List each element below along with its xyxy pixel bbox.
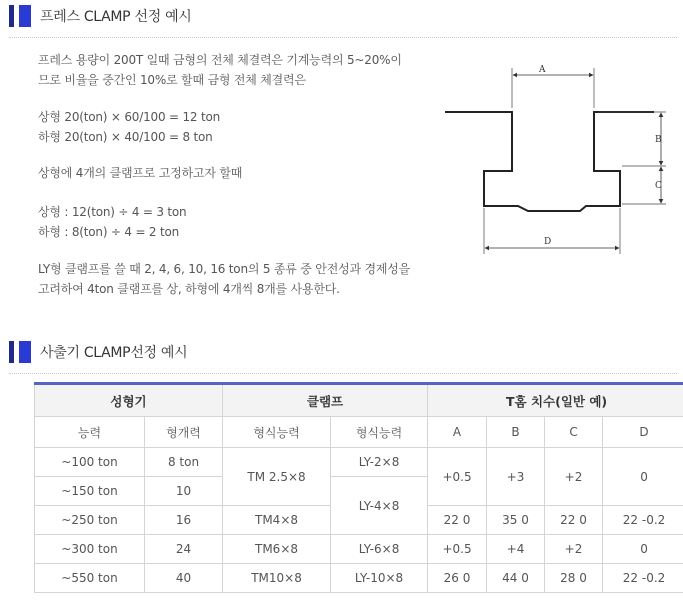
- column-header-ly-type: 형식능력: [331, 417, 428, 448]
- cell-ly-type: LY-2×8: [331, 448, 428, 477]
- cell-capacity: ~250 ton: [35, 506, 145, 535]
- text-line: 프레스 용량이 200T 일때 금형의 전체 체결력은 기계능력의 5~20%이: [38, 53, 402, 67]
- cell-d-dimension: 22 -0.2: [603, 564, 683, 593]
- column-header-c: C: [545, 417, 603, 448]
- cell-tm-type: TM10×8: [223, 564, 331, 593]
- cell-a-tolerance: +0.5: [428, 535, 487, 564]
- section-header-press: [9, 5, 192, 27]
- cell-b-dimension: 35 0: [487, 506, 545, 535]
- group-header-clamp: 클램프: [223, 384, 428, 417]
- cell-force: 40: [145, 564, 223, 593]
- dimension-c-label: C: [655, 181, 662, 191]
- group-header-machine: 성형기: [35, 384, 223, 417]
- paragraph-upper-lower: [38, 108, 220, 147]
- text-line: 하형 : 8(ton) ÷ 4 = 2 ton: [38, 224, 180, 239]
- cell-force: 8 ton: [145, 448, 223, 477]
- text-line: 하형 20(ton) × 40/100 = 8 ton: [38, 129, 213, 144]
- text-line: 고려하여 4ton 클램프를 상, 하형에 4개씩 8개를 사용한다.: [38, 281, 340, 296]
- dimension-a-label: A: [539, 65, 546, 75]
- section-title-injection: 사출기 CLAMP선정 예시: [40, 345, 188, 361]
- cell-tm-type: TM6×8: [223, 535, 331, 564]
- paragraph-clamp-count: [38, 164, 242, 184]
- cell-b-tolerance: +3: [487, 448, 545, 506]
- group-header-tslot: T홈 치수(일반 예): [428, 384, 683, 417]
- cell-force: 10: [145, 477, 223, 506]
- cell-ly-type: LY-10×8: [331, 564, 428, 593]
- cell-tm-type: TM4×8: [223, 506, 331, 535]
- paragraph-conclusion: [38, 260, 410, 299]
- section-divider: [9, 373, 677, 374]
- cell-a-dimension: 22 0: [428, 506, 487, 535]
- cell-capacity: ~100 ton: [35, 448, 145, 477]
- cell-c-tolerance: +2: [545, 535, 603, 564]
- cell-a-dimension: 26 0: [428, 564, 487, 593]
- cell-ly-type: LY-4×8: [331, 477, 428, 535]
- column-header-tm-type: 형식능력: [223, 417, 331, 448]
- cell-b-dimension: 44 0: [487, 564, 545, 593]
- text-line: LY형 클램프를 쓸 때 2, 4, 6, 10, 16 ton의 5 종류 중 안전성과 경제성을: [38, 262, 411, 276]
- section-title-press: 프레스 CLAMP 선정 예시: [40, 9, 192, 25]
- paragraph-per-clamp: [38, 203, 186, 242]
- dimension-b-label: B: [655, 135, 662, 145]
- section-header-injection: [9, 341, 187, 363]
- cell-c-tolerance: +2: [545, 448, 603, 506]
- column-header-capacity: 능력: [35, 417, 145, 448]
- clamp-selection-table: [34, 382, 683, 593]
- cell-force: 16: [145, 506, 223, 535]
- column-header-a: A: [428, 417, 487, 448]
- column-header-b: B: [487, 417, 545, 448]
- cell-force: 24: [145, 535, 223, 564]
- tslot-diagram: [444, 58, 674, 258]
- column-header-force: 형개력: [145, 417, 223, 448]
- cell-capacity: ~550 ton: [35, 564, 145, 593]
- cell-c-dimension: 22 0: [545, 506, 603, 535]
- cell-ly-type: LY-6×8: [331, 535, 428, 564]
- text-line: 상형에 4개의 클램프로 고정하고자 할때: [38, 166, 243, 180]
- tslot-outline: [445, 112, 654, 211]
- cell-capacity: ~150 ton: [35, 477, 145, 506]
- cell-b-tolerance: +4: [487, 535, 545, 564]
- cell-a-tolerance: +0.5: [428, 448, 487, 506]
- cell-d-tolerance: 0: [603, 535, 683, 564]
- cell-d-dimension: 22 -0.2: [603, 506, 683, 535]
- cell-tm-type: TM 2.5×8: [223, 448, 331, 506]
- cell-d-tolerance: 0: [603, 448, 683, 506]
- paragraph-intro: [38, 51, 402, 90]
- section-marker-icon: [9, 341, 31, 363]
- section-divider: [9, 37, 677, 38]
- section-marker-icon: [9, 5, 31, 27]
- text-line: 므로 비율을 중간인 10%로 할때 금형 전체 체결력은: [38, 72, 306, 87]
- cell-c-dimension: 28 0: [545, 564, 603, 593]
- cell-capacity: ~300 ton: [35, 535, 145, 564]
- dimension-d-label: D: [544, 237, 552, 247]
- text-line: 상형 20(ton) × 60/100 = 12 ton: [38, 110, 221, 124]
- column-header-d: D: [603, 417, 683, 448]
- text-line: 상형 : 12(ton) ÷ 4 = 3 ton: [38, 205, 187, 219]
